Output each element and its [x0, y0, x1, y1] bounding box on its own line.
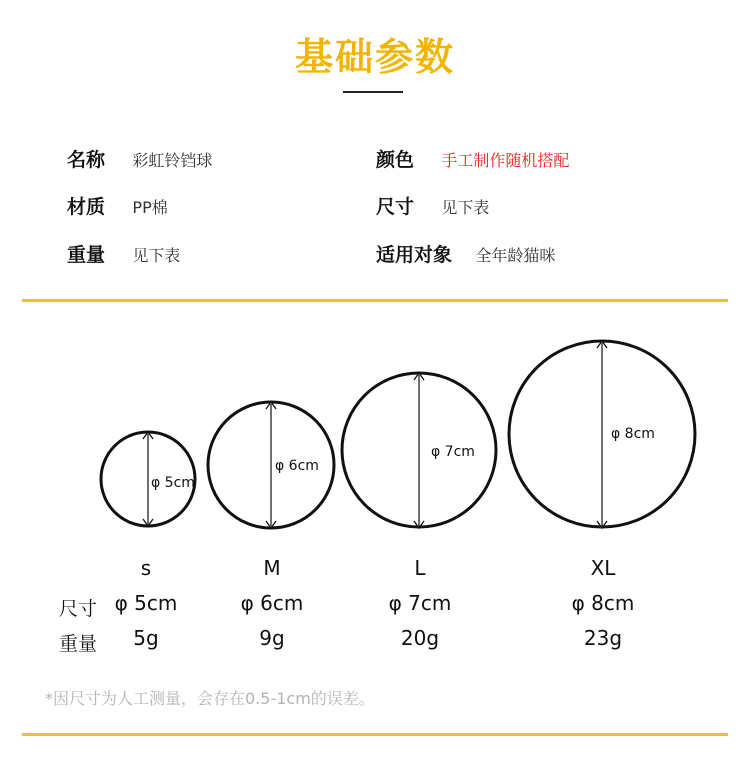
- size-name-s: s: [140, 556, 152, 580]
- spec-weight-value: 见下表: [132, 246, 181, 265]
- weight-value-s: 5g: [133, 626, 159, 650]
- spec-weight-label: 重量: [67, 244, 106, 266]
- section-divider-bottom: [22, 733, 728, 736]
- weight-value-xl: 23g: [583, 626, 623, 650]
- circle-m-label: φ 6cm: [275, 458, 319, 474]
- spec-name-label: 名称: [67, 149, 106, 171]
- spec-material-label: 材质: [67, 196, 106, 218]
- spec-name-value: 彩虹铃铛球: [132, 151, 213, 170]
- size-value-xl: φ 8cm: [571, 591, 635, 615]
- size-name-xl: XL: [590, 556, 616, 580]
- spec-color-value: 手工制作随机搭配: [441, 151, 570, 170]
- weight-value-m: 9g: [259, 626, 285, 650]
- size-value-m: φ 6cm: [240, 591, 304, 615]
- circle-xl: [509, 341, 695, 528]
- circle-l: [342, 373, 496, 528]
- spec-material-value: PP棉: [132, 198, 168, 217]
- spec-color-label: 颜色: [376, 149, 415, 171]
- circle-xl-label: φ 8cm: [611, 426, 655, 442]
- circle-l-label: φ 7cm: [431, 444, 475, 460]
- spec-size-label: 尺寸: [376, 196, 415, 218]
- circle-s: [101, 432, 195, 526]
- size-value-s: φ 5cm: [114, 591, 178, 615]
- spec-target-value: 全年龄猫咪: [475, 246, 556, 265]
- circle-m: [208, 402, 334, 528]
- page-title: 基础参数: [294, 35, 455, 79]
- size-name-m: M: [263, 556, 281, 580]
- measurement-footnote: *因尺寸为人工测量，会存在0.5-1cm的误差。: [45, 689, 375, 708]
- spec-size-value: 见下表: [441, 198, 490, 217]
- size-name-l: L: [414, 556, 426, 580]
- row-label-size: 尺寸: [59, 598, 98, 620]
- circle-s-label: φ 5cm: [151, 475, 195, 491]
- spec-target-label: 适用对象: [376, 244, 453, 266]
- weight-value-l: 20g: [400, 626, 440, 650]
- row-label-weight: 重量: [59, 633, 98, 655]
- size-value-l: φ 7cm: [388, 591, 452, 615]
